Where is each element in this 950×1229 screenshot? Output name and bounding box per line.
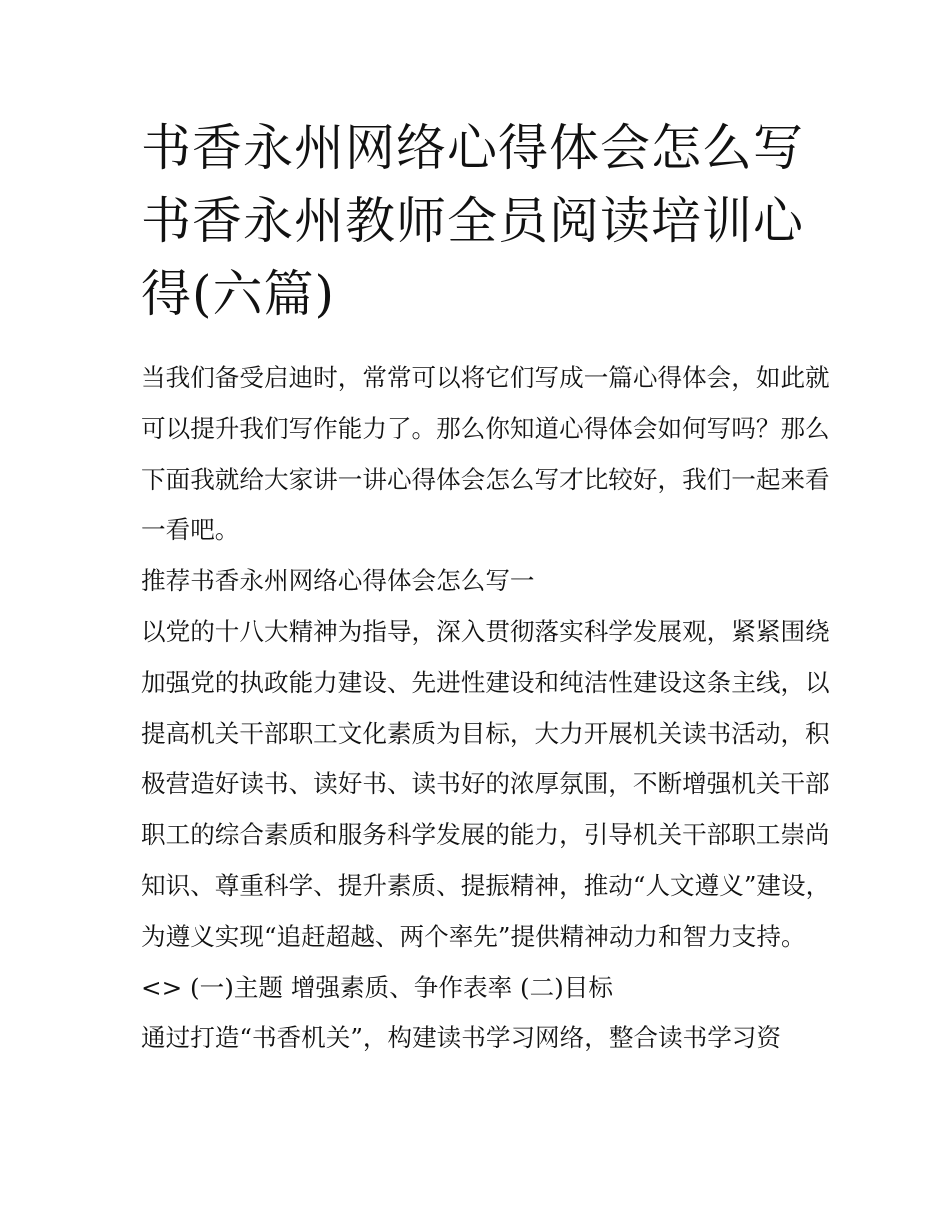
document-title: 书香永州网络心得体会怎么写书香永州教师全员阅读培训心得(六篇) bbox=[141, 119, 804, 323]
paragraph-continuation: 通过打造“书香机关”，构建读书学习网络，整合读书学习资 bbox=[141, 1023, 781, 1053]
paragraph-intro: 当我们备受启迪时，常常可以将它们写成一篇心得体会，如此就可以提升我们写作能力了。那么你知道心得体会如何写吗？那么下面我就给大家讲一讲心得体会怎么写才比较好，我们一起来看一看吧。 bbox=[141, 363, 830, 545]
document-body bbox=[141, 353, 831, 1064]
section-heading: 推荐书香永州网络心得体会怎么写一 bbox=[141, 566, 535, 596]
paragraph-guidance: 以党的十八大精神为指导，深入贯彻落实科学发展观，紧紧围绕加强党的执政能力建设、先进性建设和纯洁性建设这条主线，以提高机关干部职工文化素质为目标，大力开展机关读书活动，积极营造好读书、读好书、读书好的浓厚氛围，不断增强机关干部职工的综合素质和服务科学发展的能力，引导机关干部职工崇尚知识、尊重科学、提升素质、提振精神，推动“人文遵义”建设，为遵义实现“追赶超越、两个率先”提供精神动力和智力支持。 bbox=[141, 616, 831, 951]
paragraph-theme-goal: <> (一)主题 增强素质、争作表率 (二)目标 bbox=[141, 972, 613, 1002]
